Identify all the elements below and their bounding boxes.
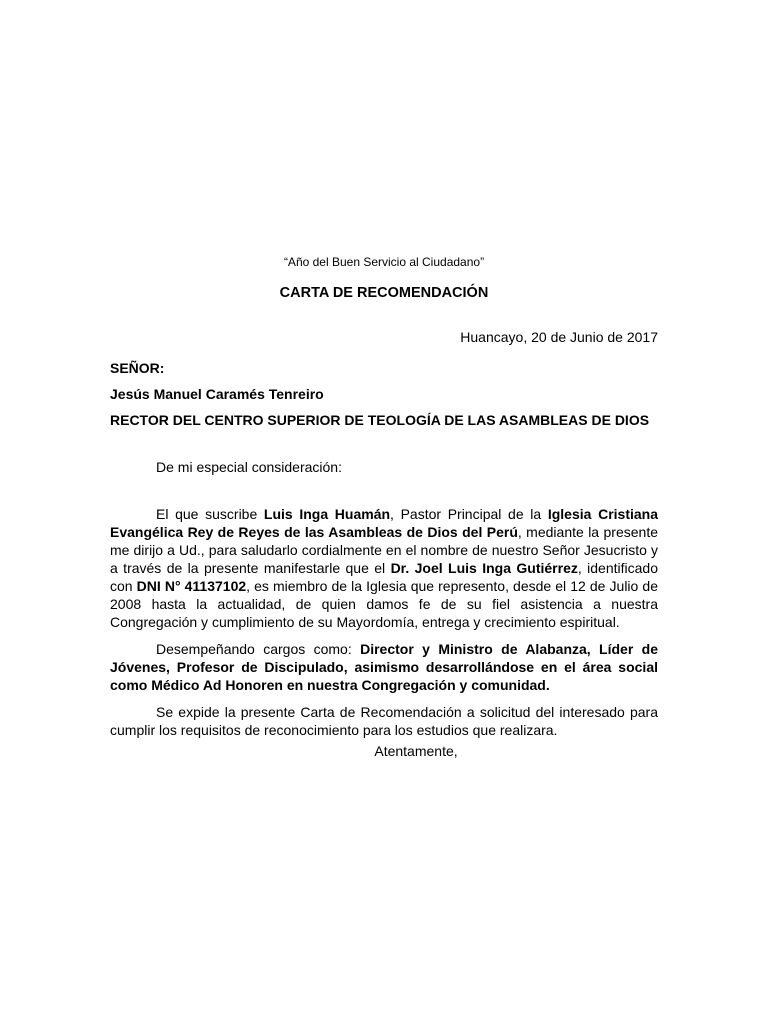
letter-body bbox=[110, 255, 658, 759]
p2-bold-roles: Director y Ministro de Alabanza, Líder de Jóvenes, Profesor de Discipulado, asimismo desarrollándose en el área social como Médico Ad Honoren en nuestra Congregación y comunidad. bbox=[110, 641, 658, 693]
paragraph-2 bbox=[110, 640, 658, 694]
place-date: Huancayo, 20 de Junio de 2017 bbox=[460, 329, 658, 345]
p1-text-2: , Pastor Principal de la bbox=[390, 506, 548, 522]
p1-text-5: , es miembro de la Iglesia que represento, desde el 12 de Julio de 2008 hasta la actualidad, de quien damos fe de su fiel asistencia a nuestra Congregación y cumplimiento de su Mayordomía, entrega y crecimiento espiritual. bbox=[110, 578, 658, 630]
paragraph-3: Se expide la presente Carta de Recomendación a solicitud del interesado para cumplir los requisitos de reconocimiento para los estudios que realizara. bbox=[110, 704, 658, 738]
greeting: De mi especial consideración: bbox=[156, 459, 342, 475]
p1-bold-signer: Luis Inga Huamán bbox=[263, 506, 391, 522]
letter-title: CARTA DE RECOMENDACIÓN bbox=[279, 285, 489, 301]
closing: Atentamente, bbox=[374, 743, 458, 759]
year-motto: “Año del Buen Servicio al Ciudadano” bbox=[283, 255, 485, 269]
p1-bold-doctor: Dr. Joel Luis Inga Gutiérrez bbox=[390, 560, 578, 576]
p1-bold-church: Iglesia Cristiana Evangélica Rey de Reyes de las Asambleas de Dios del Perú bbox=[110, 506, 658, 540]
recipient-name: Jesús Manuel Caramés Tenreiro bbox=[110, 386, 324, 402]
salutation-label: SEÑOR: bbox=[110, 360, 165, 376]
p1-text-1: El que suscribe bbox=[156, 506, 264, 522]
recipient-title: RECTOR DEL CENTRO SUPERIOR DE TEOLOGÍA DE LAS ASAMBLEAS DE DIOS bbox=[110, 412, 650, 428]
p1-text-3: , mediante la presente me dirijo a Ud., para saludarlo cordialmente en el nombre de nuestro Señor Jesucristo y a través de la presente manifestarle que el bbox=[110, 524, 658, 576]
p1-bold-dni: DNI N° 41137102 bbox=[136, 578, 247, 594]
p2-text-1: Desempeñando cargos como: bbox=[156, 641, 361, 657]
p1-text-4: , identificado con bbox=[110, 560, 658, 594]
paragraph-1 bbox=[110, 505, 658, 631]
